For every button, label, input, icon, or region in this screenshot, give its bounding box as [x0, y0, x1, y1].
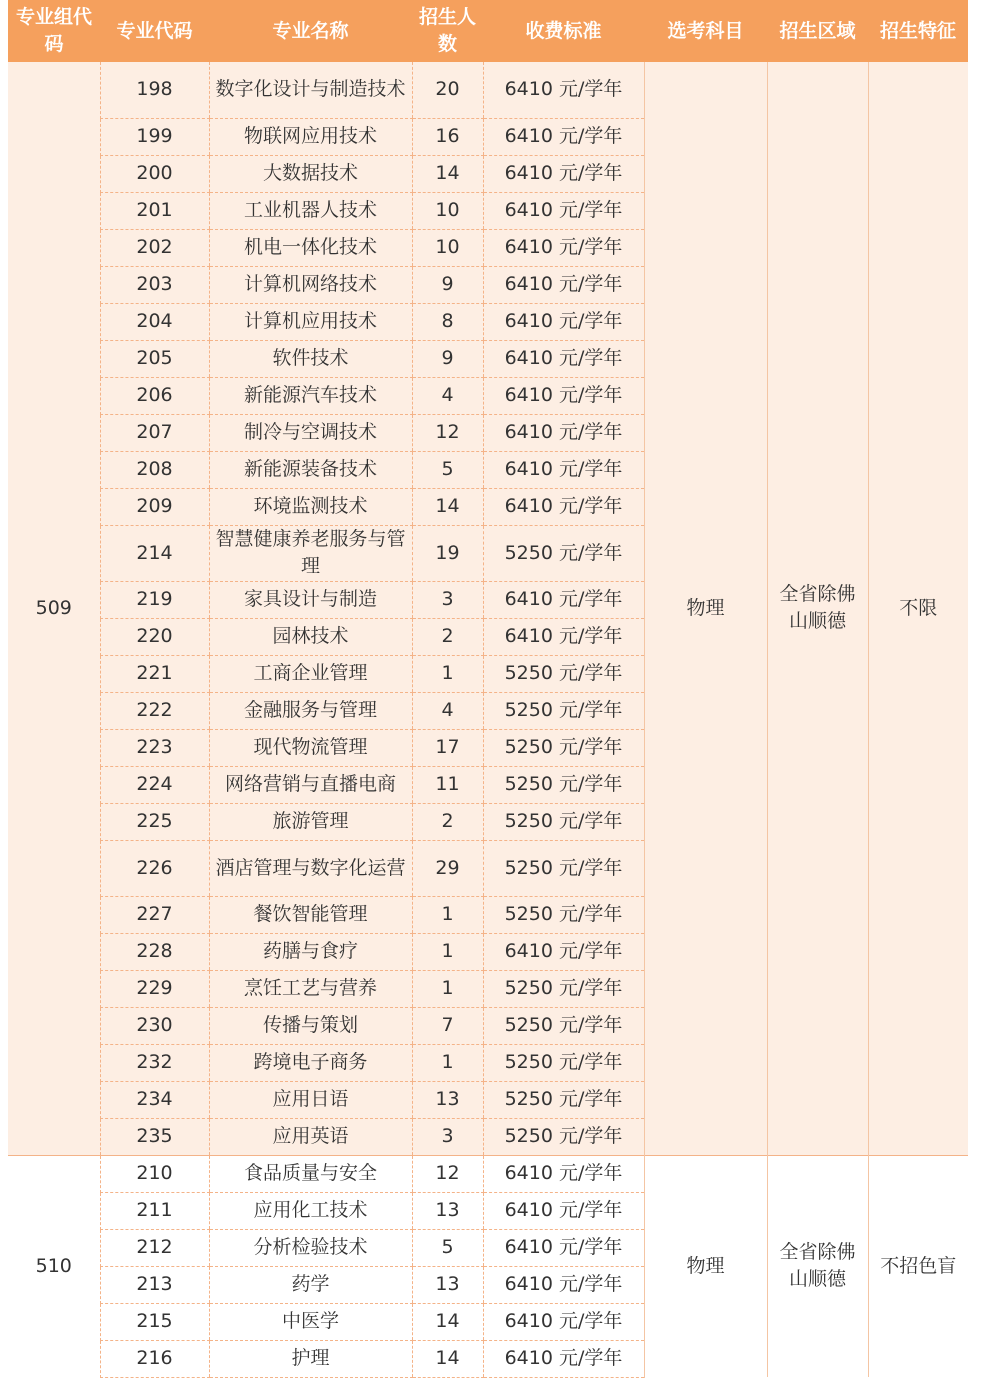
major-code: 229: [100, 970, 209, 1007]
major-name: 现代物流管理: [209, 729, 412, 766]
header-major-code: 专业代码: [100, 0, 209, 62]
major-name: 园林技术: [209, 618, 412, 655]
major-name: 传播与策划: [209, 1007, 412, 1044]
major-code: 224: [100, 766, 209, 803]
major-code: 198: [100, 62, 209, 118]
enrollment-region: 全省除佛山顺德: [767, 1155, 868, 1377]
major-code: 219: [100, 581, 209, 618]
enrollment-count: 13: [412, 1192, 483, 1229]
group-code: 509: [8, 62, 100, 1155]
major-code: 204: [100, 303, 209, 340]
enrollment-count: 14: [412, 1303, 483, 1340]
fee-standard: 6410 元/学年: [483, 266, 644, 303]
enrollment-count: 17: [412, 729, 483, 766]
enrollment-count: 5: [412, 1229, 483, 1266]
enrollment-count: 12: [412, 414, 483, 451]
fee-standard: 6410 元/学年: [483, 155, 644, 192]
major-code: 211: [100, 1192, 209, 1229]
table-header: [8, 0, 968, 62]
major-code: 230: [100, 1007, 209, 1044]
fee-standard: 6410 元/学年: [483, 118, 644, 155]
major-name: 网络营销与直播电商: [209, 766, 412, 803]
major-name: 应用日语: [209, 1081, 412, 1118]
major-name: 物联网应用技术: [209, 118, 412, 155]
fee-standard: 5250 元/学年: [483, 655, 644, 692]
major-name: 餐饮智能管理: [209, 896, 412, 933]
major-code: 226: [100, 840, 209, 896]
major-code: 210: [100, 1155, 209, 1192]
fee-standard: 5250 元/学年: [483, 1118, 644, 1155]
enrollment-count: 12: [412, 1155, 483, 1192]
fee-standard: 6410 元/学年: [483, 1303, 644, 1340]
major-name: 智慧健康养老服务与管理: [209, 525, 412, 581]
enrollment-count: 19: [412, 525, 483, 581]
enrollment-count: 14: [412, 1340, 483, 1377]
major-name: 新能源装备技术: [209, 451, 412, 488]
major-name: 应用化工技术: [209, 1192, 412, 1229]
header-subject: 选考科目: [644, 0, 767, 62]
enrollment-count: 10: [412, 229, 483, 266]
fee-standard: 6410 元/学年: [483, 933, 644, 970]
fee-standard: 5250 元/学年: [483, 1044, 644, 1081]
enrollment-count: 5: [412, 451, 483, 488]
fee-standard: 5250 元/学年: [483, 729, 644, 766]
fee-standard: 5250 元/学年: [483, 803, 644, 840]
major-code: 225: [100, 803, 209, 840]
major-name: 环境监测技术: [209, 488, 412, 525]
enrollment-count: 14: [412, 155, 483, 192]
major-name: 中医学: [209, 1303, 412, 1340]
major-code: 202: [100, 229, 209, 266]
major-code: 213: [100, 1266, 209, 1303]
major-code: 228: [100, 933, 209, 970]
major-name: 跨境电子商务: [209, 1044, 412, 1081]
major-code: 220: [100, 618, 209, 655]
enrollment-count: 1: [412, 655, 483, 692]
fee-standard: 6410 元/学年: [483, 229, 644, 266]
fee-standard: 5250 元/学年: [483, 525, 644, 581]
major-name: 机电一体化技术: [209, 229, 412, 266]
enrollment-count: 4: [412, 377, 483, 414]
enrollment-count: 13: [412, 1081, 483, 1118]
enrollment-count: 9: [412, 266, 483, 303]
major-name: 烹饪工艺与营养: [209, 970, 412, 1007]
enrollment-region: 全省除佛山顺德: [767, 62, 868, 1155]
fee-standard: 6410 元/学年: [483, 192, 644, 229]
major-code: 201: [100, 192, 209, 229]
enrollment-count: 1: [412, 896, 483, 933]
enrollment-feature: 不招色盲: [868, 1155, 968, 1377]
fee-standard: 5250 元/学年: [483, 896, 644, 933]
major-code: 206: [100, 377, 209, 414]
table-row: [8, 1155, 968, 1192]
fee-standard: 5250 元/学年: [483, 692, 644, 729]
major-name: 新能源汽车技术: [209, 377, 412, 414]
fee-standard: 6410 元/学年: [483, 377, 644, 414]
major-name: 酒店管理与数字化运营: [209, 840, 412, 896]
group-code: 510: [8, 1155, 100, 1377]
major-code: 214: [100, 525, 209, 581]
major-name: 软件技术: [209, 340, 412, 377]
enrollment-count: 1: [412, 1044, 483, 1081]
enrollment-plan-table: [8, 0, 968, 1378]
major-name: 护理: [209, 1340, 412, 1377]
major-code: 216: [100, 1340, 209, 1377]
fee-standard: 5250 元/学年: [483, 970, 644, 1007]
major-name: 制冷与空调技术: [209, 414, 412, 451]
major-name: 大数据技术: [209, 155, 412, 192]
enrollment-count: 10: [412, 192, 483, 229]
enrollment-count: 14: [412, 488, 483, 525]
enrollment-count: 8: [412, 303, 483, 340]
major-code: 207: [100, 414, 209, 451]
fee-standard: 6410 元/学年: [483, 1192, 644, 1229]
fee-standard: 6410 元/学年: [483, 618, 644, 655]
major-code: 208: [100, 451, 209, 488]
major-code: 235: [100, 1118, 209, 1155]
enrollment-count: 29: [412, 840, 483, 896]
header-region: 招生区域: [767, 0, 868, 62]
group-509: [8, 62, 968, 1155]
table-row: [8, 62, 968, 118]
header-enrollment: 招生人数: [412, 0, 483, 62]
fee-standard: 5250 元/学年: [483, 766, 644, 803]
enrollment-count: 1: [412, 970, 483, 1007]
enrollment-count: 20: [412, 62, 483, 118]
major-name: 计算机网络技术: [209, 266, 412, 303]
enrollment-count: 3: [412, 1118, 483, 1155]
major-code: 212: [100, 1229, 209, 1266]
fee-standard: 5250 元/学年: [483, 840, 644, 896]
major-code: 209: [100, 488, 209, 525]
header-feature: 招生特征: [868, 0, 968, 62]
major-code: 215: [100, 1303, 209, 1340]
fee-standard: 6410 元/学年: [483, 414, 644, 451]
fee-standard: 6410 元/学年: [483, 581, 644, 618]
major-name: 药学: [209, 1266, 412, 1303]
enrollment-count: 16: [412, 118, 483, 155]
major-name: 分析检验技术: [209, 1229, 412, 1266]
fee-standard: 5250 元/学年: [483, 1081, 644, 1118]
major-code: 234: [100, 1081, 209, 1118]
header-major-name: 专业名称: [209, 0, 412, 62]
major-code: 223: [100, 729, 209, 766]
major-name: 旅游管理: [209, 803, 412, 840]
enrollment-count: 7: [412, 1007, 483, 1044]
fee-standard: 6410 元/学年: [483, 451, 644, 488]
fee-standard: 6410 元/学年: [483, 1340, 644, 1377]
fee-standard: 5250 元/学年: [483, 1007, 644, 1044]
major-name: 金融服务与管理: [209, 692, 412, 729]
major-code: 222: [100, 692, 209, 729]
enrollment-count: 13: [412, 1266, 483, 1303]
major-code: 232: [100, 1044, 209, 1081]
major-code: 205: [100, 340, 209, 377]
group-510: [8, 1155, 968, 1377]
required-subject: 物理: [644, 62, 767, 1155]
major-name: 药膳与食疗: [209, 933, 412, 970]
major-name: 数字化设计与制造技术: [209, 62, 412, 118]
major-name: 食品质量与安全: [209, 1155, 412, 1192]
major-code: 221: [100, 655, 209, 692]
major-code: 203: [100, 266, 209, 303]
enrollment-count: 2: [412, 803, 483, 840]
major-code: 199: [100, 118, 209, 155]
major-code: 227: [100, 896, 209, 933]
fee-standard: 6410 元/学年: [483, 1266, 644, 1303]
required-subject: 物理: [644, 1155, 767, 1377]
enrollment-count: 11: [412, 766, 483, 803]
fee-standard: 6410 元/学年: [483, 1155, 644, 1192]
major-name: 工业机器人技术: [209, 192, 412, 229]
major-code: 200: [100, 155, 209, 192]
fee-standard: 6410 元/学年: [483, 488, 644, 525]
enrollment-feature: 不限: [868, 62, 968, 1155]
fee-standard: 6410 元/学年: [483, 340, 644, 377]
major-name: 家具设计与制造: [209, 581, 412, 618]
fee-standard: 6410 元/学年: [483, 1229, 644, 1266]
enrollment-count: 1: [412, 933, 483, 970]
fee-standard: 6410 元/学年: [483, 303, 644, 340]
fee-standard: 6410 元/学年: [483, 62, 644, 118]
enrollment-count: 2: [412, 618, 483, 655]
major-name: 工商企业管理: [209, 655, 412, 692]
major-name: 应用英语: [209, 1118, 412, 1155]
header-fee: 收费标准: [483, 0, 644, 62]
major-name: 计算机应用技术: [209, 303, 412, 340]
enrollment-count: 9: [412, 340, 483, 377]
enrollment-count: 3: [412, 581, 483, 618]
enrollment-count: 4: [412, 692, 483, 729]
header-group-code: 专业组代码: [8, 0, 100, 62]
